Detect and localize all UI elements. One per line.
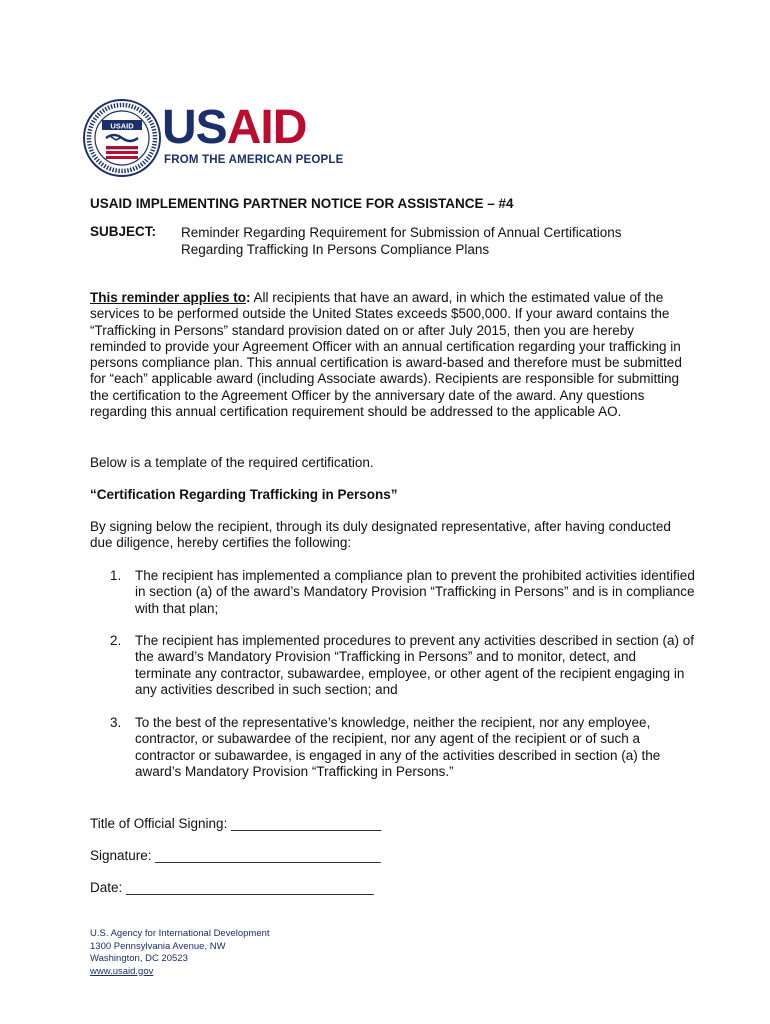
list-item-text: The recipient has implemented procedures to prevent any activities described in section (a) of the award’s Mandatory Provision “Trafficking in Persons” and to monitor, detect, and terminate any contractor, subawardee, employee, or other agent of the recipient engaging in any activities described in such section; and — [135, 633, 695, 697]
list-item-number: 3. — [110, 715, 122, 730]
usaid-tagline: FROM THE AMERICAN PEOPLE — [164, 154, 344, 166]
subject-label: SUBJECT: — [90, 224, 157, 239]
footer-address — [90, 928, 270, 978]
seal-text: USAID — [110, 121, 134, 131]
wordmark-us: US — [162, 101, 227, 154]
subject-text — [181, 224, 681, 258]
applies-paragraph — [90, 290, 690, 420]
template-intro: Below is a template of the required certification. — [90, 455, 374, 470]
list-item-number: 1. — [110, 568, 122, 583]
certification-intro: By signing below the recipient, through its duly designated representative, after having conducted due diligence, hereby certifies the following: — [90, 519, 671, 551]
signature-field[interactable]: Signature: ______________________________ — [90, 848, 381, 863]
list-item-text: To the best of the representative’s knowledge, neither the recipient, nor any employee, contractor, or subawardee of the recipient, nor any agent of the recipient or of such a contractor or subawardee, is engaged in any of the activities described in section (a) the award’s Mandatory Provision “Trafficking in Persons.” — [135, 715, 661, 779]
date-field[interactable]: Date: _________________________________ — [90, 880, 374, 895]
footer-website-link[interactable]: www.usaid.gov — [90, 965, 154, 977]
footer-agency: U.S. Agency for International Development — [90, 928, 270, 939]
usaid-wordmark — [162, 101, 307, 154]
footer-street: 1300 Pennsylvania Avenue, NW — [90, 940, 226, 952]
applies-lead: This reminder applies to — [90, 290, 247, 305]
usaid-logo — [82, 98, 344, 178]
subject-line-2: Regarding Trafficking In Persons Compliance Plans — [181, 242, 490, 257]
official-title-field[interactable]: Title of Official Signing: ____________________ — [90, 816, 382, 831]
list-item-number: 2. — [110, 633, 122, 648]
wordmark-aid: AID — [226, 101, 307, 154]
list-item-text: The recipient has implemented a compliance plan to prevent the prohibited activities identified in section (a) of the award’s Mandatory Provision “Trafficking in Persons” and is in compliance with that plan; — [135, 568, 695, 616]
applies-text: All recipients that have an award, in which the estimated value of the services to be performed outside the United States exceeds $500,000. If your award contains the “Trafficking in Persons” standard provision dated on or after July 2015, then you are hereby reminded to provide your Agreement Officer with an annual certification regarding your trafficking in persons compliance plan. This annual certification is award-based and therefore must be submitted for “each” applicable award (including Associate awards). Recipients are responsible for submitting the certification to the Agreement Officer by the anniversary date of the award. Any questions regarding this annual certification requirement should be addressed to the applicable AO. — [90, 290, 682, 420]
applies-colon: : — [246, 290, 251, 305]
notice-title: USAID IMPLEMENTING PARTNER NOTICE FOR ASSISTANCE – #4 — [90, 196, 514, 211]
subject-line-1: Reminder Regarding Requirement for Submission of Annual Certifications — [181, 225, 622, 240]
usaid-seal-icon — [82, 98, 162, 178]
footer-city: Washington, DC 20523 — [90, 953, 188, 964]
certification-title: “Certification Regarding Trafficking in Persons” — [90, 487, 398, 502]
